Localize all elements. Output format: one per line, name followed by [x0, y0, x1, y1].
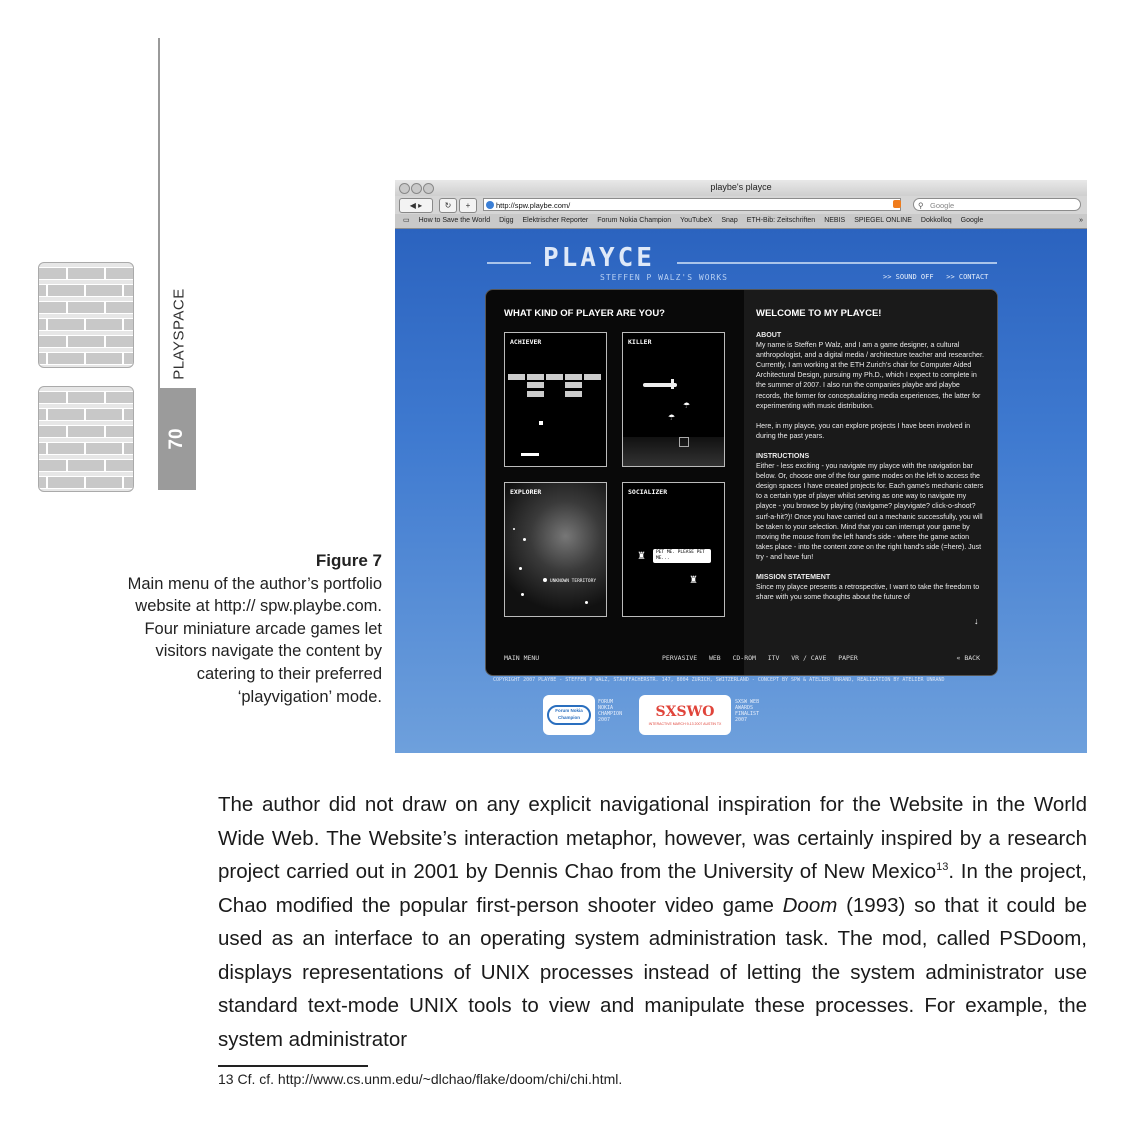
nokia-logo-bottom: Champion	[558, 715, 580, 720]
territory-label: UNKNOWN TERRITORY	[550, 579, 597, 584]
parachute-icon: ☂	[668, 413, 676, 422]
nav-item[interactable]: PAPER	[838, 654, 858, 662]
sound-off-link[interactable]: >> SOUND OFF	[883, 273, 934, 281]
bookmark-item[interactable]: Dokkolloq	[920, 217, 952, 224]
page-number-box	[158, 388, 196, 490]
ship-icon	[543, 578, 547, 582]
game-label: SOCIALIZER	[628, 488, 668, 496]
logo-divider	[487, 262, 531, 264]
game-killer[interactable]	[622, 332, 725, 467]
brick-wall-icon	[38, 262, 134, 368]
nav-item[interactable]: VR / CAVE	[791, 654, 827, 662]
bookmark-item[interactable]: Google	[960, 217, 984, 224]
window-title: playbe's playce	[710, 182, 772, 192]
about-text: My name is Steffen P Walz, and I am a game designer, a cultural anthropologist, and a digital media / architecture teacher and researcher. Currently, I am working at the ETH Zurich's chair for Computer Aided Architectural Design, pursuing my Ph.D., which I expect to complete in the summer of 2007. I also run the companies playbe and playbe records, the former for conceptualizing media experiences, the latter for experimenting with music distribution.	[756, 341, 984, 410]
search-icon: ⚲	[918, 201, 924, 210]
parachute-icon: ☂	[683, 401, 691, 410]
game-label: EXPLORER	[510, 488, 542, 496]
game-title: Doom	[782, 893, 838, 917]
bookmark-item[interactable]: YouTubeX	[680, 217, 713, 224]
figure-caption	[120, 550, 382, 708]
book-icon[interactable]: ▭	[403, 217, 410, 224]
bookmark-item[interactable]: ETH-Bib: Zeitschriften	[746, 217, 816, 224]
add-bookmark-button[interactable]: +	[459, 198, 477, 213]
sxsw-logo: SXSWO	[655, 704, 715, 720]
reload-button[interactable]: ↻	[439, 198, 457, 213]
mission-text: Since my playce presents a retrospective, I want to take the freedom to share with you some thoughts about the future of	[756, 583, 980, 602]
game-label: ACHIEVER	[510, 338, 542, 346]
main-panel	[485, 289, 998, 676]
site-subtitle: STEFFEN P WALZ'S WORKS	[600, 273, 728, 282]
speech-bubble: PET ME. PLEASE PET ME...	[653, 549, 711, 563]
window-titlebar	[395, 180, 1087, 197]
bookmark-item[interactable]: Digg	[499, 217, 514, 224]
robot-icon: ♜	[637, 551, 646, 562]
nokia-logo-top: Forum Nokia	[555, 708, 583, 713]
web-page	[395, 229, 1087, 753]
sxsw-subtitle: INTERACTIVE MARCH 9-13 2007 AUSTIN TX	[648, 722, 722, 726]
sxsw-badge[interactable]	[639, 695, 731, 735]
here-text: Here, in my playce, you can explore projects I have been involved in during the past years.	[756, 421, 971, 440]
website-screenshot	[395, 180, 1087, 753]
nav-item[interactable]: CD-ROM	[732, 654, 756, 662]
game-achiever[interactable]	[504, 332, 607, 467]
ball	[539, 421, 543, 425]
body-paragraph: The author did not draw on any explicit navigational inspiration for the Website in the World Wide Web. The Website’s interaction metaphor, however, was certainly inspired by a research project carried out in 2001 by Dennis Chao from the University of New Mexico$^{13}$. In the project, Chao modified the popular first-person shooter video game Doom (1993) so that it could be used as an interface to an operating system administration task. The mod, called PSDoom, displays representations of UNIX processes instead of letting the system administrator use standard text-mode UNIX tools to view and manipulate these processes. For example, the system administrator	[218, 793, 1088, 1051]
bookmark-item[interactable]: How to Save the World	[418, 217, 491, 224]
game-explorer[interactable]	[504, 482, 607, 617]
page-number: 70	[166, 428, 187, 450]
nav-item[interactable]: PERVASIVE	[662, 654, 698, 662]
nav-item[interactable]: WEB	[708, 654, 721, 662]
instructions-heading: INSTRUCTIONS	[756, 451, 810, 460]
logo-divider	[677, 262, 997, 264]
site-nav	[504, 654, 980, 662]
rss-icon[interactable]	[893, 200, 901, 208]
section-label: PLAYSPACE	[170, 288, 188, 380]
browser-toolbar	[395, 196, 1087, 214]
more-bookmarks-icon[interactable]: »	[1079, 217, 1083, 224]
back-forward-button[interactable]: ◀ ▸	[399, 198, 433, 213]
about-heading: ABOUT	[756, 331, 782, 339]
search-input[interactable]: ⚲ Google	[913, 198, 1081, 211]
bookmark-item[interactable]: Forum Nokia Champion	[597, 217, 672, 224]
bookmark-item[interactable]: SPIEGEL ONLINE	[854, 217, 912, 224]
nav-back[interactable]: « BACK	[956, 654, 980, 662]
mission-heading: MISSION STATEMENT	[756, 572, 831, 581]
figure-label: Figure 7	[315, 551, 382, 570]
paddle[interactable]	[521, 453, 539, 456]
site-logo[interactable]: PLAYCE	[543, 243, 655, 273]
footnote-ref[interactable]: 13	[936, 861, 949, 874]
caption-text: Main menu of the author’s portfolio website at http:// spw.playbe.com. Four miniature arcade games let visitors navigate the content by catering to their preferred ‘playvigation’ mode.	[127, 574, 382, 706]
welcome-text	[756, 330, 984, 612]
contact-link[interactable]: >> CONTACT	[946, 273, 989, 281]
badge1-text: FORUM NOKIA CHAMPION 2007	[598, 699, 623, 723]
player-question: WHAT KIND OF PLAYER ARE YOU?	[504, 308, 665, 319]
badge2-text: SXSW WEB AWARDS FINALIST 2007	[735, 699, 760, 723]
bookmark-item[interactable]: Snap	[721, 217, 738, 224]
instructions-text: Either - less exciting - you navigate my playce with the navigation bar below. Or, choose one of the four game modes on the left to access the design spaces I have created projects for. Each game's mechanic caters to a certain type of player whilst serving as one way to navigate my playce - you browse by playing (navigame? playvigate? click-o-shoot? surf-a-hit?)! Once you have carried out a mechanic successfully, you will be taken to your selection. Mind that you can interrupt your game by moving the mouse from the left hand's side - where the game action takes place - into the content zone on the right hand's side (=here). Just try - and have fun!	[756, 462, 984, 561]
address-bar[interactable]: http://spw.playbe.com/	[483, 198, 901, 211]
nav-item[interactable]: ITV	[767, 654, 780, 662]
game-socializer[interactable]	[622, 482, 725, 617]
footnote-rule	[218, 1065, 368, 1067]
bookmark-item[interactable]: NEBIS	[824, 217, 846, 224]
game-label: KILLER	[628, 338, 652, 346]
robot-icon: ♜	[689, 575, 698, 586]
nav-main-menu[interactable]: MAIN MENU	[504, 654, 540, 662]
footnote: 13 Cf. cf. http://www.cs.unm.edu/~dlchao/flake/doom/chi/chi.html.	[218, 1071, 623, 1087]
welcome-title: WELCOME TO MY PLAYCE!	[756, 308, 882, 319]
nokia-badge[interactable]	[543, 695, 595, 735]
scroll-down-icon[interactable]: ↓	[974, 616, 979, 626]
globe-icon	[486, 201, 494, 209]
bookmarks-bar	[395, 214, 1087, 229]
crosshair-icon[interactable]	[679, 437, 689, 447]
bookmark-item[interactable]: Elektrischer Reporter	[522, 217, 589, 224]
copyright-line: COPYRIGHT 2007 PLAYBE - STEFFEN P WALZ, STAUFFACHERSTR. 147, 8004 ZURICH, SWITZERLAND - CONCEPT BY SPW & ATELIER UNRAND, REALIZATION BY ATELIER UNRAND	[493, 677, 945, 683]
content-zone	[744, 290, 997, 675]
brick-wall-icon	[38, 386, 134, 492]
